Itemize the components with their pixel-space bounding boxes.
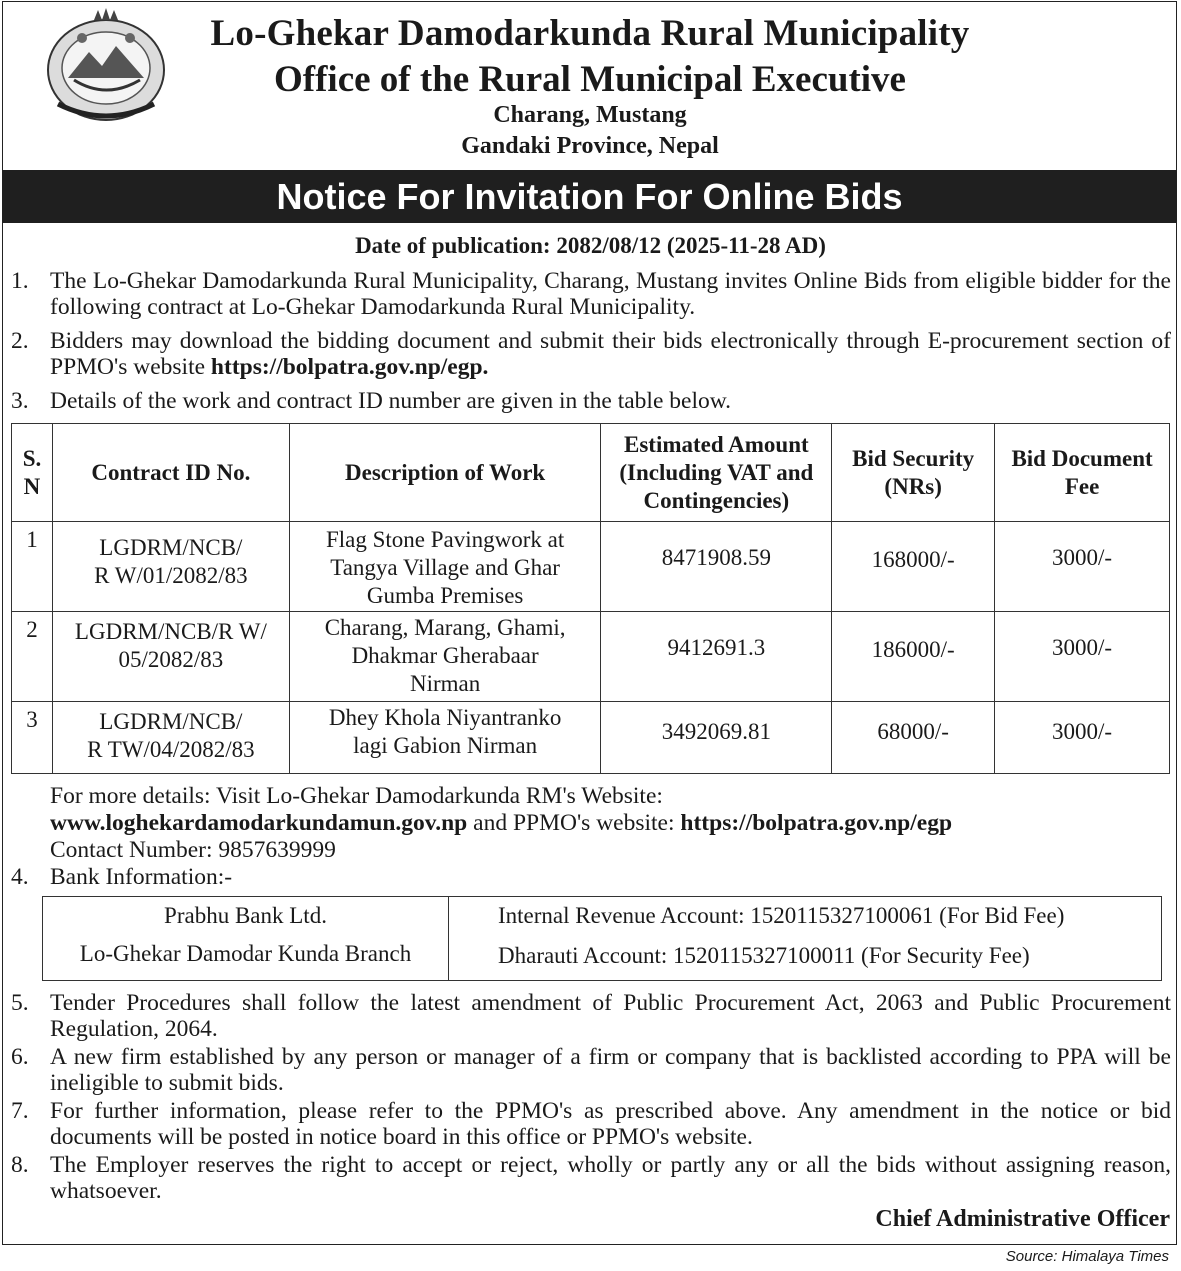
table-row [12,522,1170,612]
item-text: Details of the work and contract ID number are given in the table below. [50,388,732,414]
cell-security: 68000/- [832,702,995,774]
item-text: For further information, please refer to the PPMO's as prescribed above. Any amendment in the notice or bid documents will be posted in notice board in this office or PPMO's website. [50,1098,1171,1150]
cell-sn: 1 [12,522,53,612]
item-number: 7. [11,1098,29,1124]
item-number: 5. [11,990,29,1016]
bank-accounts-cell [498,897,1158,969]
header-description: Description of Work [289,424,601,522]
item-text: Tender Procedures shall follow the latest amendment of Public Procurement Act, 2063 and Public Procurement Regulation, 2064. [50,990,1171,1042]
nepal-government-emblem-icon [44,8,168,126]
municipality-website-link[interactable]: www.loghekardamodarkundamun.gov.np [50,810,468,836]
bank-name-cell [43,897,449,980]
list-item [11,328,1171,380]
item-text-part: Bidders may download the bidding document and submit their bids electronically through E-procurement section of PPMO's website [50,328,1171,380]
more-details-text: For more details: Visit Lo-Ghekar Damodarkunda RM's Website: [50,783,663,809]
list-item [11,864,1171,890]
cell-contract-id: LGDRM/NCB/R W/ 05/2082/83 [52,612,289,702]
cell-description: Flag Stone Pavingwork at Tangya Village and Ghar Gumba Premises [289,522,601,612]
source-credit: Source: Himalaya Times [1005,1248,1169,1265]
table-row [12,702,1170,774]
item-number: 1. [11,268,29,294]
cell-sn: 2 [12,612,53,702]
office-location: Charang, Mustang [493,102,687,128]
websites-connector: and PPMO's website: [467,810,681,836]
cell-fee: 3000/- [995,702,1170,774]
contract-table [11,423,1170,774]
list-item [11,388,1171,414]
item-number: 6. [11,1044,29,1070]
list-item [11,1044,1171,1096]
revenue-account: Internal Revenue Account: 1520115327100061 (For Bid Fee) [498,903,1065,928]
cell-amount: 9412691.3 [601,612,832,702]
table-header-row [12,424,1170,522]
item-text: A new firm established by any person or manager of a firm or company that is backlisted according to PPA will be ineligible to submit bids. [50,1044,1171,1096]
item-number: 2. [11,328,29,354]
list-item [11,268,1171,320]
municipality-name: Lo-Ghekar Damodarkunda Rural Municipality [210,13,970,54]
list-item [11,1152,1171,1204]
contact-number: Contact Number: 9857639999 [50,837,336,863]
table-row [12,612,1170,702]
header-bid-fee: Bid Document Fee [995,424,1170,522]
item-text: The Lo-Ghekar Damodarkunda Rural Municipality, Charang, Mustang invites Online Bids from eligible bidder for the following contract at Lo-Ghekar Damodarkunda Rural Municipality. [50,268,1171,320]
item-number: 8. [11,1152,29,1178]
websites-line [50,810,1170,837]
header-estimated-amount: Estimated Amount (Including VAT and Contingencies) [601,424,832,522]
list-item [11,1098,1171,1150]
notice-title: Notice For Invitation For Online Bids [2,170,1177,223]
bank-branch: Lo-Ghekar Damodar Kunda Branch [79,941,412,966]
item-text [50,328,1171,380]
cell-fee: 3000/- [995,612,1170,702]
office-name: Office of the Rural Municipal Executive [274,59,906,100]
dharauti-account: Dharauti Account: 1520115327100011 (For Security Fee) [498,943,1030,968]
bank-information-box [42,896,1162,981]
publication-date: Date of publication: 2082/08/12 (2025-11-28 AD) [355,233,826,258]
header-bid-security: Bid Security (NRs) [832,424,995,522]
cell-sn: 3 [12,702,53,774]
cell-contract-id: LGDRM/NCB/ R W/01/2082/83 [52,522,289,612]
item-number: 3. [11,388,29,414]
cell-contract-id: LGDRM/NCB/ R TW/04/2082/83 [52,702,289,774]
bolpatra-link[interactable]: https://bolpatra.gov.np/egp. [210,354,489,380]
header-contract-id: Contract ID No. [52,424,289,522]
item-text: The Employer reserves the right to accept or reject, wholly or partly any or all the bids without assigning reason, whatsoever. [50,1152,1171,1204]
office-province: Gandaki Province, Nepal [461,133,719,159]
header-sn: S. N [12,424,53,522]
cell-security: 186000/- [832,612,995,702]
ppmo-website-link[interactable]: https://bolpatra.gov.np/egp [680,810,953,836]
item-number: 4. [11,864,29,890]
cell-fee: 3000/- [995,522,1170,612]
bank-name: Prabhu Bank Ltd. [164,903,327,928]
cell-description: Dhey Khola Niyantranko lagi Gabion Nirman [289,702,601,774]
cell-amount: 3492069.81 [601,702,832,774]
cell-description: Charang, Marang, Ghami, Dhakmar Gherabaar Nirman [289,612,601,702]
cell-amount: 8471908.59 [601,522,832,612]
signatory-title: Chief Administrative Officer [875,1206,1170,1232]
more-details [50,783,1170,864]
item-text: Bank Information:- [50,864,233,890]
list-item [11,990,1171,1042]
cell-security: 168000/- [832,522,995,612]
